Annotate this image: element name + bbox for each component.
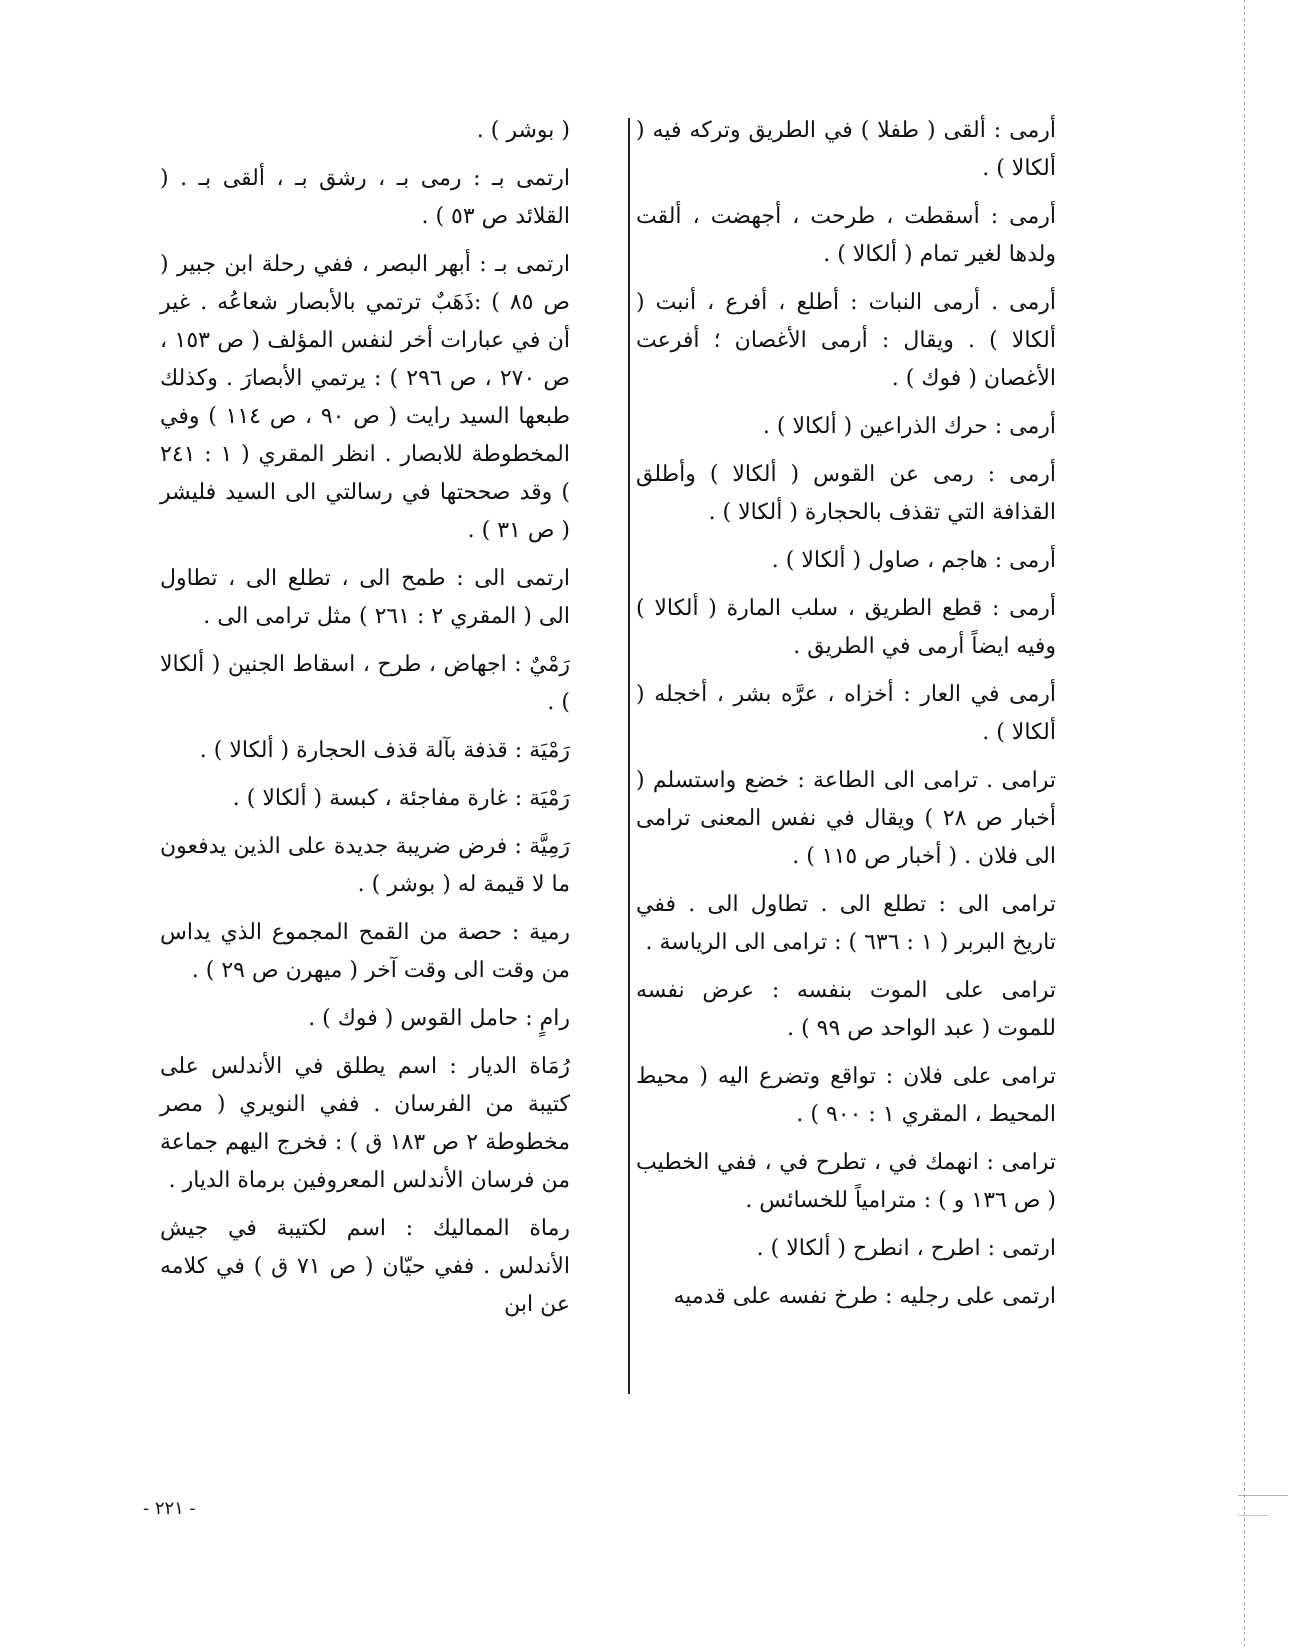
dictionary-entry: أرمى : حرك الذراعين ( ألكالا ) . (762, 414, 1056, 439)
dictionary-entry: أرمى . أرمى النبات : أطلع ، أفرع ، أنبت ( ألكالا ) . ويقال : أرمى الأغصان ؛ أفرعت الأغصان ( فوك ) . (636, 290, 1056, 391)
dictionary-entry: رَمْيٌ : اجهاض ، طرح ، اسقاط الجنين ( ألكالا ) . (160, 652, 570, 715)
page-number: - ٢٢١ - (143, 1498, 196, 1519)
dictionary-entry: أرمى : قطع الطريق ، سلب المارة ( ألكالا ) وفيه ايضاً أرمى في الطريق . (636, 596, 1056, 659)
dictionary-entry: ترامى الى : تطلع الى . تطاول الى . ففي تاريخ البربر ( ١ : ٦٣٦ ) : ترامى الى الرياسة . (636, 892, 1056, 955)
dictionary-entry: ترامى : انهمك في ، تطرح في ، ففي الخطيب ( ص ١٣٦ و ) : مترامياً للخسائس . (636, 1150, 1056, 1213)
dictionary-entry: أرمى : رمى عن القوس ( ألكالا ) وأطلق القذافة التي تقذف بالحجارة ( ألكالا ) . (636, 462, 1056, 525)
dictionary-entry: أرمى : هاجم ، صاول ( ألكالا ) . (771, 548, 1056, 573)
right-column (636, 112, 1056, 1326)
dictionary-entry: ارتمى على رجليه : طرخ نفسه على قدميه (673, 1284, 1056, 1309)
scan-edge-mark (1238, 1515, 1268, 1516)
dictionary-entry: ( بوشر ) . (476, 118, 570, 143)
scan-edge-line (1244, 0, 1245, 1646)
left-column (160, 112, 570, 1334)
dictionary-entry: ارتمى بـ : رمى بـ ، رشق بـ ، ألقى بـ . ( القلائد ص ٥٣ ) . (160, 166, 570, 229)
dictionary-entry: أرمى : أسقطت ، طرحت ، أجهضت ، ألقت ولدها لغير تمام ( ألكالا ) . (636, 204, 1056, 267)
dictionary-entry: رَمْيَة : غارة مفاجئة ، كبسة ( ألكالا ) . (232, 786, 570, 811)
dictionary-entry: رُمَاة الديار : اسم يطلق في الأندلس على كتيبة من الفرسان . ففي النويري ( مصر مخطوطة ٢ ص ١٨٣ ق ) : فخرج اليهم جماعة من فرسان الأندلس المعروفين برماة الديار . (160, 1054, 570, 1193)
dictionary-entry: رَمْيَة : قذفة بآلة قذف الحجارة ( ألكالا ) . (199, 738, 570, 763)
dictionary-entry: أرمى في العار : أخزاه ، عرَّه بشر ، أخجله ( ألكالا ) . (636, 682, 1056, 745)
dictionary-entry: ترامى على الموت بنفسه : عرض نفسه للموت ( عبد الواحد ص ٩٩ ) . (636, 978, 1056, 1041)
dictionary-entry: ارتمى الى : طمح الى ، تطلع الى ، تطاول الى ( المقري ٢ : ٢٦١ ) مثل ترامى الى . (160, 566, 570, 629)
dictionary-entry: رَمِيَّة : فرض ضريبة جديدة على الذين يدفعون ما لا قيمة له ( بوشر ) . (160, 834, 570, 897)
dictionary-entry: رماة المماليك : اسم لكتيبة في جيش الأندلس . ففي حيّان ( ص ٧١ ق ) في كلامه عن ابن (160, 1216, 570, 1317)
scan-edge-mark (1238, 1495, 1288, 1496)
column-divider (628, 118, 630, 1394)
dictionary-entry: ارتمى : اطرح ، انطرح ( ألكالا ) . (756, 1236, 1056, 1261)
dictionary-entry: ترامى على فلان : تواقع وتضرع اليه ( محيط المحيط ، المقري ١ : ٩٠٠ ) . (636, 1064, 1056, 1127)
dictionary-entry: ارتمى بـ : أبهر البصر ، ففي رحلة ابن جبير ( ص ٨٥ ) :ذَهَبٌ ترتمي بالأبصار شعاعُه . غير أن في عبارات أخر لنفس المؤلف ( ص ١٥٣ ، ص ٢٧٠ ، ص ٢٩٦ ) : يرتمي الأبصارَ . وكذلك طبعها السيد رايت ( ص ٩٠ ، ص ١١٤ ) وفي المخطوطة للابصار . انظر المقري ( ١ : ٢٤١ ) وقد صححتها في رسالتي الى السيد فليشر ( ص ٣١ ) . (160, 252, 571, 543)
dictionary-entry: ترامى . ترامى الى الطاعة : خضع واستسلم ( أخبار ص ٢٨ ) ويقال في نفس المعنى ترامى الى فلان . ( أخبار ص ١١٥ ) . (636, 768, 1056, 869)
dictionary-entry: أرمى : ألقى ( طفلا ) في الطريق وتركه فيه ( ألكالا ) . (636, 118, 1056, 181)
dictionary-entry: رامٍ : حامل القوس ( فوك ) . (308, 1006, 570, 1031)
dictionary-entry: رمية : حصة من القمح المجموع الذي يداس من وقت الى وقت آخر ( ميهرن ص ٢٩ ) . (160, 920, 570, 983)
